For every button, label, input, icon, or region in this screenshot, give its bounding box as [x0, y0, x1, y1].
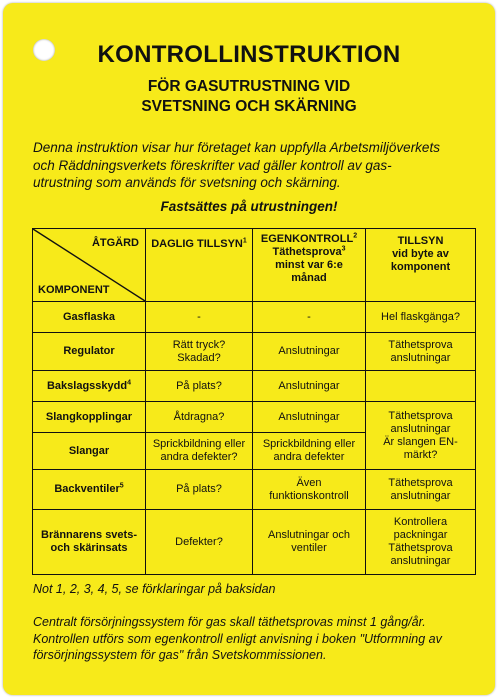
table-row	[33, 510, 476, 575]
table-row	[33, 371, 476, 402]
page-title: KONTROLLINSTRUKTION	[97, 41, 401, 68]
footnote-4: 4	[127, 378, 131, 386]
col-header-self-line1: EGENKONTROLL	[260, 233, 354, 245]
control-table	[32, 228, 476, 575]
table-row	[33, 333, 476, 371]
cell-text: märkt?	[403, 448, 438, 461]
component-bakslagsskydd	[33, 371, 146, 402]
instruction-card	[3, 3, 495, 695]
cell-daily: På plats?	[146, 470, 253, 510]
cell-text: Backventiler	[54, 483, 120, 495]
cell-text: funktionskontroll	[269, 489, 349, 502]
cell-text: anslutningar	[390, 422, 451, 435]
cell-change	[366, 371, 476, 402]
footer-paragraph	[33, 614, 478, 664]
cell-text: andra defekter?	[160, 451, 238, 463]
footnote-5: 5	[119, 482, 124, 490]
footnote-2: 2	[353, 232, 358, 240]
cell-text: andra defekter	[273, 451, 345, 463]
cell-text: ventiler	[291, 542, 327, 554]
col-header-change-line1: TILLSYN	[397, 235, 444, 247]
col-header-self-line4: månad	[291, 272, 327, 284]
cell-text: Är slangen EN-	[383, 435, 458, 448]
corner-label-komponent: KOMPONENT	[38, 284, 110, 296]
cell-text: Täthetsprova	[388, 542, 453, 554]
cell-change: Hel flaskgänga?	[366, 302, 476, 333]
cell-text: anslutningar	[390, 555, 451, 567]
col-header-self-check	[253, 229, 366, 302]
cell-text: Bakslagsskydd	[46, 379, 128, 392]
intro-paragraph	[33, 139, 473, 192]
footnote-1: 1	[242, 237, 247, 245]
cell-text: Täthetsprova	[388, 409, 453, 422]
cell-change-slang	[366, 402, 476, 470]
col-header-daily-text: DAGLIG TILLSYN	[151, 238, 243, 250]
cell-daily	[146, 333, 253, 371]
table-row	[33, 402, 476, 433]
cell-daily: Defekter?	[146, 510, 253, 575]
cell-self: -	[253, 302, 366, 333]
cell-self	[253, 510, 366, 575]
corner-label-atgard: ÅTGÄRD	[91, 237, 139, 249]
table-row	[33, 302, 476, 333]
intro-line-3: utrustning som används för svetsning och skärning.	[33, 175, 341, 190]
component-gasflaska: Gasflaska	[33, 302, 146, 333]
intro-line-1: Denna instruktion visar hur företaget kan uppfylla Arbetsmiljöverkets	[33, 140, 440, 155]
component-backventiler	[33, 470, 146, 510]
cell-text: anslutningar	[390, 351, 451, 364]
footer-line-1: Centralt försörjningssystem för gas skall täthetsprovas minst 1 gång/år.	[33, 615, 426, 629]
cell-self: Anslutningar	[253, 333, 366, 371]
component-slangkopplingar: Slangkopplingar	[33, 402, 146, 433]
cell-text: Sprickbildning eller	[262, 438, 356, 450]
component-brannare	[33, 510, 146, 575]
cell-text: Även	[296, 476, 322, 489]
attach-note: Fastsättes på utrustningen!	[160, 199, 338, 214]
cell-daily: -	[146, 302, 253, 333]
footer-line-3: försörjningssystem för gas" från Svetskommissionen.	[33, 648, 327, 662]
cell-self: Anslutningar	[253, 402, 366, 433]
cell-change	[366, 470, 476, 510]
col-header-self-line3: minst var 6:e	[275, 259, 343, 271]
cell-change	[366, 333, 476, 371]
cell-text: Kontrollera	[393, 516, 448, 528]
component-regulator: Regulator	[33, 333, 146, 371]
cell-daily: Åtdragna?	[146, 402, 253, 433]
cell-text: anslutningar	[390, 489, 451, 502]
col-header-change-line2: vid byte av	[392, 248, 449, 260]
cell-self	[253, 470, 366, 510]
cell-text: Täthetsprova	[388, 338, 453, 351]
cell-self	[253, 433, 366, 470]
col-header-self-line2: Täthetsprova	[272, 246, 342, 258]
cell-daily	[146, 433, 253, 470]
col-header-change-line3: komponent	[390, 261, 451, 273]
footnote-reference: Not 1, 2, 3, 4, 5, se förklaringar på baksidan	[33, 582, 276, 596]
footer-line-2: Kontrollen utförs som egenkontroll enligt anvisning i boken "Utformning av	[33, 631, 442, 646]
cell-text: Anslutningar och	[268, 529, 350, 541]
cell-text: packningar	[393, 529, 448, 541]
table-header-row	[33, 229, 476, 302]
table-row	[33, 470, 476, 510]
cell-daily: På plats?	[146, 371, 253, 402]
cell-text: Täthetsprova	[388, 476, 453, 489]
component-slangar: Slangar	[33, 433, 146, 470]
cell-change	[366, 510, 476, 575]
col-header-change	[366, 229, 476, 302]
subtitle-line-2: SVETSNING OCH SKÄRNING	[141, 98, 357, 115]
intro-line-2: och Räddningsverkets föreskrifter vad gäller kontroll av gas-	[33, 157, 392, 173]
cell-text: Sprickbildning eller	[152, 438, 246, 450]
cell-text: Skadad?	[177, 351, 221, 364]
cell-self: Anslutningar	[253, 371, 366, 402]
corner-cell	[33, 229, 146, 302]
footnote-3: 3	[341, 245, 346, 253]
col-header-daily	[146, 229, 253, 302]
subtitle-line-1: FÖR GASUTRUSTNING VID	[147, 78, 351, 95]
cell-text: och skärinsats	[50, 542, 128, 554]
cell-text: Rätt tryck?	[172, 338, 226, 351]
cell-text: Brännarens svets-	[41, 529, 137, 541]
